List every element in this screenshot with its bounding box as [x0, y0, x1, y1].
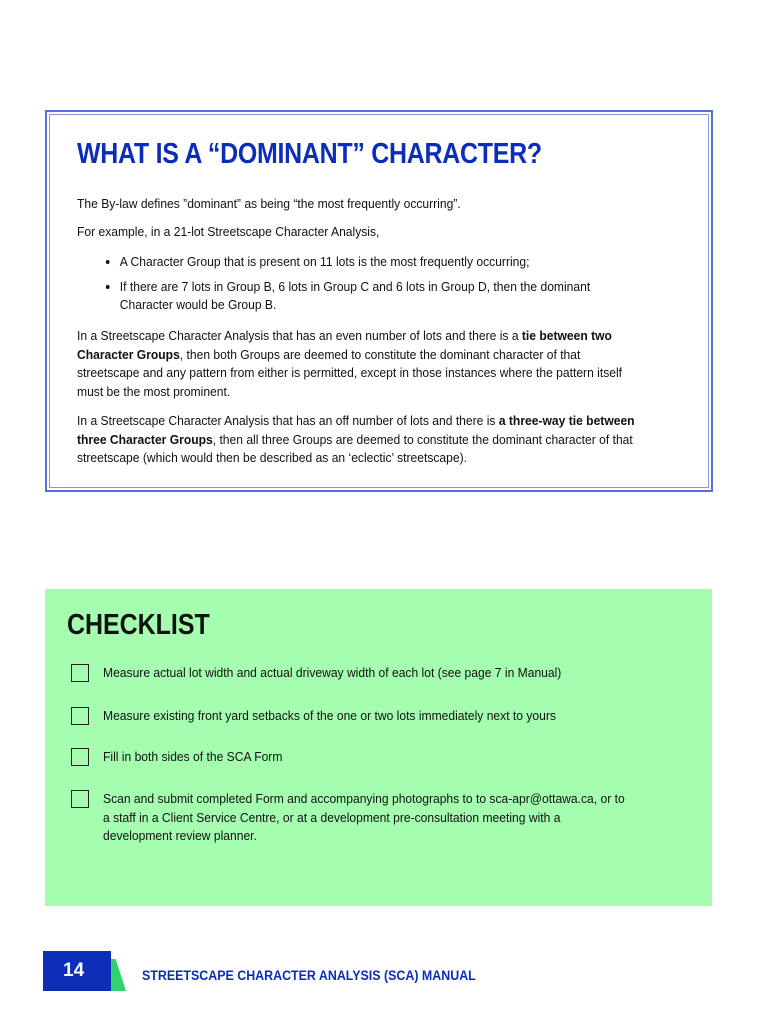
list-item: • A Character Group that is present on 11 lots is the most frequently occurring; — [120, 253, 635, 272]
text: , then all three Groups are deemed to constitute the dominant character of that streetscape (which would then be described as an ‘eclectic’ streetscape). — [77, 431, 633, 465]
checklist-item-label: Measure actual lot width and actual driveway width of each lot (see page 7 in Manual) — [103, 665, 562, 680]
checklist-item — [71, 664, 671, 683]
page-number: 14 — [43, 951, 111, 991]
example-text — [77, 223, 635, 242]
checklist-box — [45, 589, 712, 906]
checkbox[interactable] — [71, 707, 89, 725]
bold-text: a three-way tie between three Character Groups — [77, 413, 635, 447]
checklist-item-label: Scan and submit completed Form and accompanying photographs to to sca-apr@ottawa.ca, or to a staff in a Client Service Centre, or at a development pre-consultation meeting with a development review planner. — [103, 791, 625, 843]
checklist-item-label: Measure existing front yard setbacks of the one or two lots immediately next to yours — [103, 708, 556, 723]
checklist-item — [71, 790, 671, 846]
text: In a Streetscape Character Analysis that has an even number of lots and there is a — [77, 328, 522, 343]
checklist-item — [71, 748, 671, 767]
example-list — [77, 253, 635, 321]
checkbox[interactable] — [71, 790, 89, 808]
checkbox[interactable] — [71, 748, 89, 766]
checkbox[interactable] — [71, 664, 89, 682]
tie-three-paragraph — [77, 412, 635, 468]
list-item: • If there are 7 lots in Group B, 6 lots in Group C and 6 lots in Group D, then the dominant Character would be Group B. — [120, 278, 635, 315]
dominant-character-box — [45, 110, 713, 492]
footer-title: STREETSCAPE CHARACTER ANALYSIS (SCA) MANUAL — [142, 968, 476, 983]
section-title: WHAT IS A “DOMINANT” CHARACTER? — [77, 138, 542, 170]
checklist-title: CHECKLIST — [67, 609, 210, 641]
definition-text — [77, 195, 635, 214]
text: In a Streetscape Character Analysis that has an off number of lots and there is — [77, 413, 499, 428]
tie-two-paragraph — [77, 327, 635, 401]
checklist-item-label: Fill in both sides of the SCA Form — [103, 749, 283, 764]
checklist-item — [71, 707, 671, 726]
paragraph: For example, in a 21-lot Streetscape Character Analysis, — [77, 224, 380, 239]
bold-text: tie between two Character Groups — [77, 328, 612, 362]
paragraph: The By-law defines ”dominant” as being “the most frequently occurring”. — [77, 196, 461, 211]
text: , then both Groups are deemed to constitute the dominant character of that streetscape and any pattern from either is permitted, except in those instances where the pattern itself must be the most prominent. — [77, 346, 623, 399]
